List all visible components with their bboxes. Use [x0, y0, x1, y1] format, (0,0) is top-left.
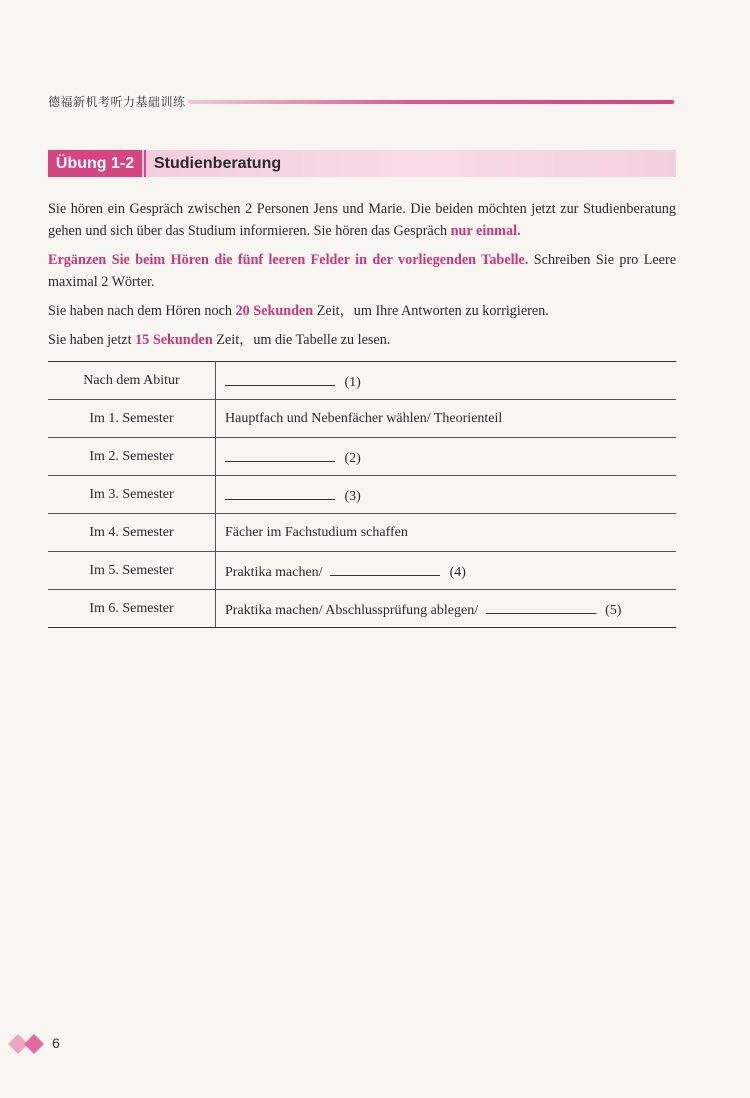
answer-blank[interactable] — [330, 561, 440, 576]
answer-blank[interactable] — [225, 371, 335, 386]
instruction-highlight: Ergänzen Sie beim Hören die fünf leeren Felder in der vorliegenden Tabelle. — [48, 252, 529, 268]
instruction-text: Sie haben jetzt — [48, 332, 132, 348]
exercise-number-badge: Übung 1-2 — [48, 150, 142, 177]
page-number: 6 — [52, 1035, 60, 1051]
table-row — [48, 362, 676, 400]
study-plan-table — [48, 361, 676, 628]
instruction-text: Schreiben Sie pro Leere maximal 2 Wörter. — [48, 252, 677, 290]
answer-blank[interactable] — [225, 485, 335, 500]
exercise-title: Studienberatung — [154, 155, 282, 172]
instruction-text: Zeit，um Ihre Antworten zu korrigieren. — [316, 303, 549, 319]
task-cell — [216, 476, 677, 514]
blank-number: (1) — [344, 374, 361, 390]
answer-blank[interactable] — [225, 447, 335, 462]
task-cell — [216, 438, 677, 476]
diamond-ornament-icon — [8, 1032, 48, 1056]
instruction-text: Sie haben nach dem Hören noch — [48, 303, 232, 319]
instruction-highlight: 20 Sekunden — [235, 303, 314, 319]
blank-number: (2) — [344, 450, 361, 466]
instruction-paragraph-3 — [48, 300, 676, 322]
exercise-heading — [48, 150, 676, 177]
table-row — [48, 400, 676, 438]
blank-number: (3) — [344, 488, 361, 504]
instruction-paragraph-2 — [48, 249, 676, 293]
semester-cell: Im 1. Semester — [48, 400, 216, 438]
task-cell — [216, 590, 677, 628]
task-cell — [216, 552, 677, 590]
task-text: Praktika machen/ Abschlussprüfung ablegen/ — [225, 602, 479, 618]
task-cell: Hauptfach und Nebenfächer wählen/ Theorienteil — [216, 400, 677, 438]
blank-number: (5) — [605, 602, 622, 618]
semester-cell: Im 5. Semester — [48, 552, 216, 590]
header-rule — [188, 100, 674, 104]
task-cell: Fächer im Fachstudium schaffen — [216, 514, 677, 552]
table-row — [48, 552, 676, 590]
instruction-text: Zeit，um die Tabelle zu lesen. — [216, 332, 391, 348]
diamond-shape — [24, 1034, 44, 1054]
table-row — [48, 590, 676, 628]
table-row — [48, 476, 676, 514]
task-text: Praktika machen/ — [225, 564, 323, 580]
book-header-title: 德福新机考听力基础训练 — [48, 95, 186, 109]
task-cell — [216, 362, 677, 400]
semester-cell: Nach dem Abitur — [48, 362, 216, 400]
semester-cell: Im 2. Semester — [48, 438, 216, 476]
instruction-text: Sie hören ein Gespräch zwischen 2 Personen Jens und Marie. Die beiden möchten jetzt zur Studienberatung gehen und sich über das Studium informieren. Sie hören das Gespräch — [48, 201, 676, 239]
table-row — [48, 514, 676, 552]
semester-cell: Im 4. Semester — [48, 514, 216, 552]
instruction-highlight: nur einmal. — [450, 223, 521, 239]
exercise-badge-edge — [144, 150, 146, 177]
instruction-highlight: 15 Sekunden — [135, 332, 213, 348]
instructions — [48, 198, 676, 358]
instruction-paragraph-4 — [48, 329, 676, 351]
table-row — [48, 438, 676, 476]
blank-number: (4) — [449, 564, 466, 580]
semester-cell: Im 3. Semester — [48, 476, 216, 514]
semester-cell: Im 6. Semester — [48, 590, 216, 628]
answer-blank[interactable] — [486, 599, 596, 614]
instruction-paragraph-1 — [48, 198, 676, 242]
